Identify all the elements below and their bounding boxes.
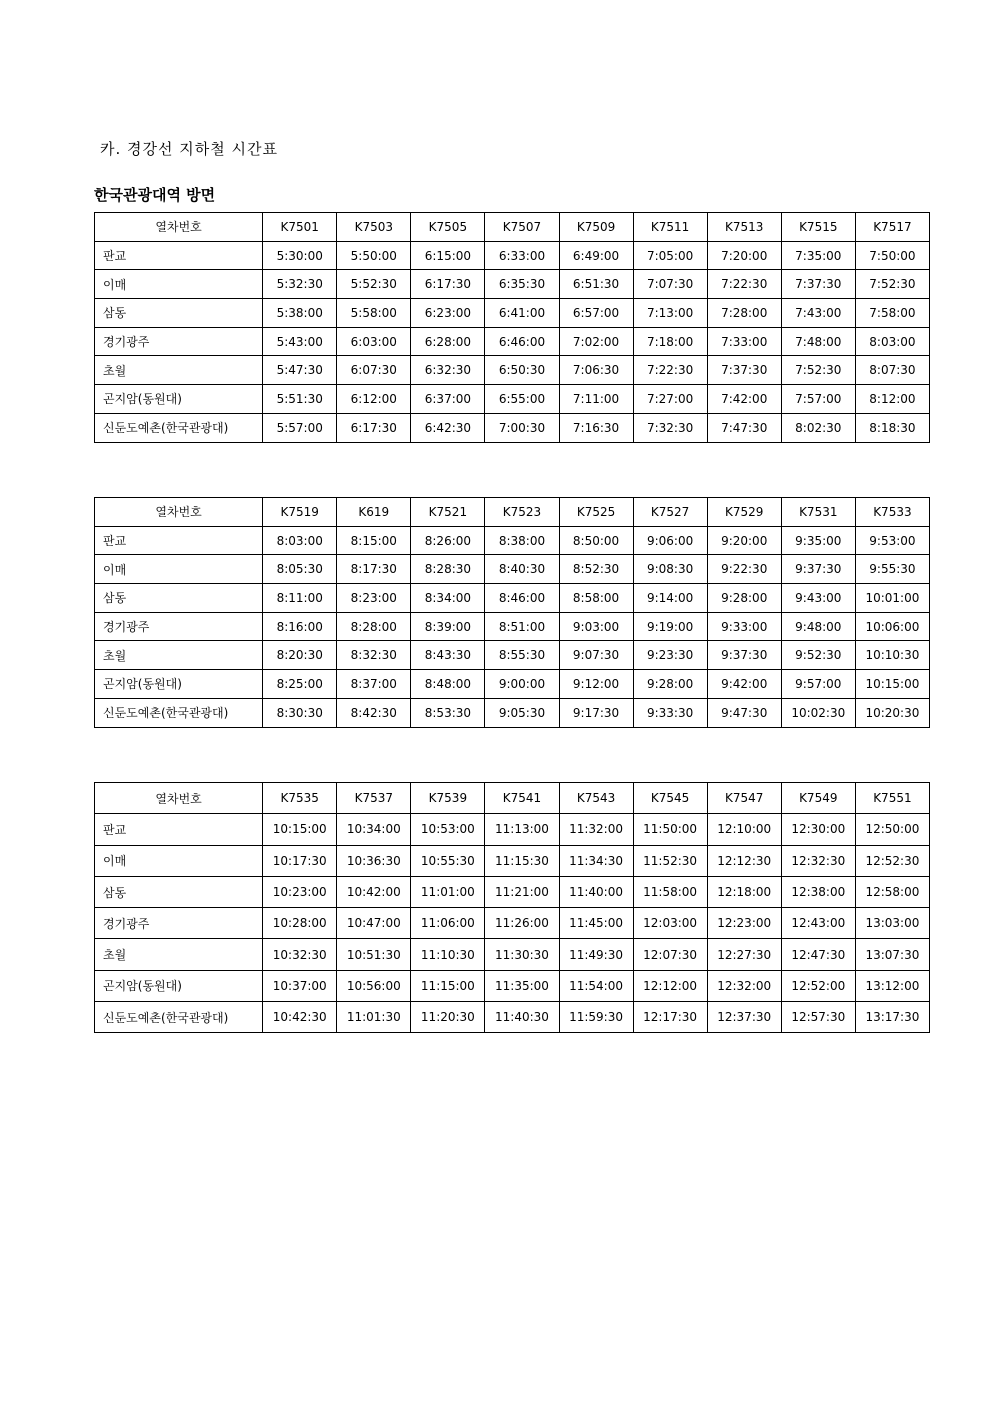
departure-time: 6:50:30 [485,356,559,385]
train-number: K7541 [485,783,559,814]
departure-time: 12:23:00 [707,908,781,939]
departure-time: 8:16:00 [263,612,337,641]
station-name: 삼동 [95,876,263,907]
departure-time: 9:28:00 [707,584,781,613]
table-row [95,270,930,299]
station-name: 경기광주 [95,612,263,641]
departure-time: 11:01:00 [411,876,485,907]
departure-time: 10:55:30 [411,845,485,876]
station-name: 삼동 [95,584,263,613]
departure-time: 9:22:30 [707,555,781,584]
departure-time: 8:03:00 [855,327,929,356]
departure-time: 10:02:30 [781,698,855,727]
departure-time: 7:43:00 [781,299,855,328]
departure-time: 5:47:30 [263,356,337,385]
departure-time: 5:30:00 [263,241,337,270]
header-row [95,498,930,527]
departure-time: 8:58:00 [559,584,633,613]
station-name: 이매 [95,555,263,584]
departure-time: 12:27:30 [707,939,781,970]
train-number: K7519 [263,498,337,527]
departure-time: 8:55:30 [485,641,559,670]
departure-time: 6:28:00 [411,327,485,356]
departure-time: 11:30:30 [485,939,559,970]
train-number: K7529 [707,498,781,527]
station-name: 경기광주 [95,908,263,939]
departure-time: 7:27:00 [633,385,707,414]
table-row [95,670,930,699]
departure-time: 12:03:00 [633,908,707,939]
departure-time: 7:58:00 [855,299,929,328]
departure-time: 7:35:00 [781,241,855,270]
departure-time: 10:36:30 [337,845,411,876]
station-name: 판교 [95,526,263,555]
train-number: K7545 [633,783,707,814]
departure-time: 9:14:00 [633,584,707,613]
departure-time: 11:52:30 [633,845,707,876]
train-number: K7527 [633,498,707,527]
departure-time: 12:58:00 [855,876,929,907]
departure-time: 6:33:00 [485,241,559,270]
train-number: K7535 [263,783,337,814]
departure-time: 9:17:30 [559,698,633,727]
train-number: K619 [337,498,411,527]
departure-time: 5:51:30 [263,385,337,414]
departure-time: 12:18:00 [707,876,781,907]
header-row [95,783,930,814]
departure-time: 8:17:30 [337,555,411,584]
departure-time: 10:10:30 [855,641,929,670]
departure-time: 11:58:00 [633,876,707,907]
departure-time: 8:34:00 [411,584,485,613]
departure-time: 9:43:00 [781,584,855,613]
station-name: 신둔도예촌(한국관광대) [95,698,263,727]
train-number: K7501 [263,213,337,242]
train-number: K7521 [411,498,485,527]
departure-time: 10:06:00 [855,612,929,641]
station-name: 곤지암(동원대) [95,970,263,1001]
departure-time: 10:51:30 [337,939,411,970]
departure-time: 10:42:00 [337,876,411,907]
departure-time: 8:53:30 [411,698,485,727]
departure-time: 6:12:00 [337,385,411,414]
direction-title: 한국관광대역 방면 [94,186,216,204]
departure-time: 13:03:00 [855,908,929,939]
departure-time: 8:20:30 [263,641,337,670]
station-name: 판교 [95,241,263,270]
departure-time: 6:41:00 [485,299,559,328]
table-row [95,908,930,939]
train-number: K7547 [707,783,781,814]
table-row [95,641,930,670]
departure-time: 10:17:30 [263,845,337,876]
table-row [95,876,930,907]
departure-time: 8:28:30 [411,555,485,584]
departure-time: 8:43:30 [411,641,485,670]
departure-time: 10:37:00 [263,970,337,1001]
departure-time: 6:15:00 [411,241,485,270]
table-row [95,555,930,584]
table-row [95,1002,930,1033]
table-row [95,584,930,613]
departure-time: 8:48:00 [411,670,485,699]
train-number: K7507 [485,213,559,242]
departure-time: 13:07:30 [855,939,929,970]
departure-time: 12:52:00 [781,970,855,1001]
timetable-body [95,213,930,443]
departure-time: 8:15:00 [337,526,411,555]
departure-time: 11:15:00 [411,970,485,1001]
departure-time: 10:01:00 [855,584,929,613]
departure-time: 12:17:30 [633,1002,707,1033]
departure-time: 10:20:30 [855,698,929,727]
departure-time: 9:19:00 [633,612,707,641]
departure-time: 11:34:30 [559,845,633,876]
departure-time: 6:46:00 [485,327,559,356]
departure-time: 12:12:30 [707,845,781,876]
table-row [95,241,930,270]
departure-time: 9:05:30 [485,698,559,727]
departure-time: 7:20:00 [707,241,781,270]
departure-time: 10:53:00 [411,814,485,845]
train-number: K7549 [781,783,855,814]
departure-time: 9:35:00 [781,526,855,555]
departure-time: 12:32:00 [707,970,781,1001]
station-name: 삼동 [95,299,263,328]
departure-time: 7:18:00 [633,327,707,356]
departure-time: 11:35:00 [485,970,559,1001]
departure-time: 11:21:00 [485,876,559,907]
departure-time: 10:42:30 [263,1002,337,1033]
departure-time: 8:32:30 [337,641,411,670]
departure-time: 6:32:30 [411,356,485,385]
departure-time: 8:52:30 [559,555,633,584]
departure-time: 11:20:30 [411,1002,485,1033]
table-row [95,526,930,555]
departure-time: 7:32:30 [633,413,707,442]
station-name: 이매 [95,845,263,876]
departure-time: 8:42:30 [337,698,411,727]
departure-time: 7:13:00 [633,299,707,328]
timetable-body [95,498,930,728]
departure-time: 8:25:00 [263,670,337,699]
table-row [95,970,930,1001]
train-number: K7503 [337,213,411,242]
train-number: K7525 [559,498,633,527]
departure-time: 11:50:00 [633,814,707,845]
departure-time: 11:26:00 [485,908,559,939]
station-name: 경기광주 [95,327,263,356]
departure-time: 13:17:30 [855,1002,929,1033]
departure-time: 7:37:30 [781,270,855,299]
train-number-label: 열차번호 [95,213,263,242]
departure-time: 9:37:30 [781,555,855,584]
departure-time: 6:37:00 [411,385,485,414]
station-name: 신둔도예촌(한국관광대) [95,1002,263,1033]
departure-time: 8:46:00 [485,584,559,613]
departure-time: 9:33:00 [707,612,781,641]
departure-time: 8:03:00 [263,526,337,555]
train-number: K7513 [707,213,781,242]
departure-time: 7:37:30 [707,356,781,385]
departure-time: 7:50:00 [855,241,929,270]
table-row [95,814,930,845]
departure-time: 8:05:30 [263,555,337,584]
table-row [95,413,930,442]
departure-time: 5:57:00 [263,413,337,442]
table-row [95,327,930,356]
departure-time: 9:37:30 [707,641,781,670]
station-name: 판교 [95,814,263,845]
departure-time: 12:30:00 [781,814,855,845]
departure-time: 7:42:00 [707,385,781,414]
departure-time: 9:55:30 [855,555,929,584]
departure-time: 11:06:00 [411,908,485,939]
train-number: K7505 [411,213,485,242]
departure-time: 7:22:30 [707,270,781,299]
departure-time: 7:16:30 [559,413,633,442]
table-row [95,698,930,727]
departure-time: 5:38:00 [263,299,337,328]
table-row [95,845,930,876]
departure-time: 11:59:30 [559,1002,633,1033]
train-number: K7533 [855,498,929,527]
departure-time: 5:58:00 [337,299,411,328]
departure-time: 7:48:00 [781,327,855,356]
departure-time: 6:55:00 [485,385,559,414]
departure-time: 7:00:30 [485,413,559,442]
departure-time: 9:06:00 [633,526,707,555]
departure-time: 6:17:30 [411,270,485,299]
departure-time: 8:51:00 [485,612,559,641]
departure-time: 9:57:00 [781,670,855,699]
departure-time: 6:03:00 [337,327,411,356]
departure-time: 8:30:30 [263,698,337,727]
departure-time: 6:51:30 [559,270,633,299]
station-name: 초월 [95,641,263,670]
departure-time: 10:34:00 [337,814,411,845]
departure-time: 7:52:30 [781,356,855,385]
departure-time: 8:23:00 [337,584,411,613]
departure-time: 12:47:30 [781,939,855,970]
departure-time: 8:12:00 [855,385,929,414]
departure-time: 6:57:00 [559,299,633,328]
train-number: K7551 [855,783,929,814]
departure-time: 9:33:30 [633,698,707,727]
train-number-label: 열차번호 [95,783,263,814]
timetable-2 [94,497,930,728]
departure-time: 7:07:30 [633,270,707,299]
header-row [95,213,930,242]
departure-time: 9:42:00 [707,670,781,699]
departure-time: 9:07:30 [559,641,633,670]
departure-time: 10:23:00 [263,876,337,907]
station-name: 초월 [95,939,263,970]
departure-time: 7:57:00 [781,385,855,414]
departure-time: 9:08:30 [633,555,707,584]
departure-time: 8:02:30 [781,413,855,442]
departure-time: 8:37:00 [337,670,411,699]
departure-time: 6:42:30 [411,413,485,442]
train-number: K7515 [781,213,855,242]
departure-time: 10:47:00 [337,908,411,939]
departure-time: 11:10:30 [411,939,485,970]
departure-time: 12:37:30 [707,1002,781,1033]
departure-time: 10:15:00 [263,814,337,845]
station-name: 초월 [95,356,263,385]
departure-time: 9:00:00 [485,670,559,699]
table-row [95,612,930,641]
train-number: K7531 [781,498,855,527]
train-number: K7543 [559,783,633,814]
departure-time: 6:17:30 [337,413,411,442]
departure-time: 8:18:30 [855,413,929,442]
train-number: K7511 [633,213,707,242]
departure-time: 12:32:30 [781,845,855,876]
table-row [95,356,930,385]
station-name: 이매 [95,270,263,299]
timetable-body [95,783,930,1033]
departure-time: 5:43:00 [263,327,337,356]
departure-time: 9:48:00 [781,612,855,641]
station-name: 신둔도예촌(한국관광대) [95,413,263,442]
departure-time: 11:49:30 [559,939,633,970]
departure-time: 10:28:00 [263,908,337,939]
departure-time: 8:11:00 [263,584,337,613]
departure-time: 7:06:30 [559,356,633,385]
departure-time: 12:52:30 [855,845,929,876]
departure-time: 13:12:00 [855,970,929,1001]
departure-time: 11:54:00 [559,970,633,1001]
departure-time: 12:10:00 [707,814,781,845]
table-row [95,939,930,970]
departure-time: 12:57:30 [781,1002,855,1033]
train-number: K7523 [485,498,559,527]
timetable-3 [94,782,930,1033]
departure-time: 8:40:30 [485,555,559,584]
train-number: K7509 [559,213,633,242]
departure-time: 5:52:30 [337,270,411,299]
station-name: 곤지암(동원대) [95,670,263,699]
table-row [95,385,930,414]
departure-time: 9:53:00 [855,526,929,555]
departure-time: 7:11:00 [559,385,633,414]
train-number: K7537 [337,783,411,814]
departure-time: 6:35:30 [485,270,559,299]
departure-time: 7:28:00 [707,299,781,328]
departure-time: 12:43:00 [781,908,855,939]
departure-time: 6:23:00 [411,299,485,328]
departure-time: 9:23:30 [633,641,707,670]
table-row [95,299,930,328]
departure-time: 9:03:00 [559,612,633,641]
departure-time: 7:02:00 [559,327,633,356]
departure-time: 8:07:30 [855,356,929,385]
departure-time: 8:39:00 [411,612,485,641]
departure-time: 11:13:00 [485,814,559,845]
departure-time: 10:15:00 [855,670,929,699]
departure-time: 7:22:30 [633,356,707,385]
departure-time: 11:40:00 [559,876,633,907]
departure-time: 11:45:00 [559,908,633,939]
train-number-label: 열차번호 [95,498,263,527]
train-number: K7539 [411,783,485,814]
departure-time: 9:20:00 [707,526,781,555]
departure-time: 9:28:00 [633,670,707,699]
departure-time: 10:32:30 [263,939,337,970]
departure-time: 9:47:30 [707,698,781,727]
departure-time: 7:05:00 [633,241,707,270]
departure-time: 9:52:30 [781,641,855,670]
departure-time: 6:07:30 [337,356,411,385]
departure-time: 9:12:00 [559,670,633,699]
station-name: 곤지암(동원대) [95,385,263,414]
timetable-1 [94,212,930,443]
departure-time: 11:32:00 [559,814,633,845]
departure-time: 12:50:00 [855,814,929,845]
departure-time: 6:49:00 [559,241,633,270]
departure-time: 7:47:30 [707,413,781,442]
departure-time: 11:15:30 [485,845,559,876]
departure-time: 11:40:30 [485,1002,559,1033]
departure-time: 7:33:00 [707,327,781,356]
departure-time: 5:32:30 [263,270,337,299]
departure-time: 12:12:00 [633,970,707,1001]
departure-time: 8:50:00 [559,526,633,555]
departure-time: 8:28:00 [337,612,411,641]
departure-time: 8:38:00 [485,526,559,555]
train-number: K7517 [855,213,929,242]
departure-time: 10:56:00 [337,970,411,1001]
page-heading: 카. 경강선 지하철 시간표 [100,140,278,158]
departure-time: 8:26:00 [411,526,485,555]
departure-time: 5:50:00 [337,241,411,270]
departure-time: 12:38:00 [781,876,855,907]
departure-time: 12:07:30 [633,939,707,970]
departure-time: 11:01:30 [337,1002,411,1033]
departure-time: 7:52:30 [855,270,929,299]
